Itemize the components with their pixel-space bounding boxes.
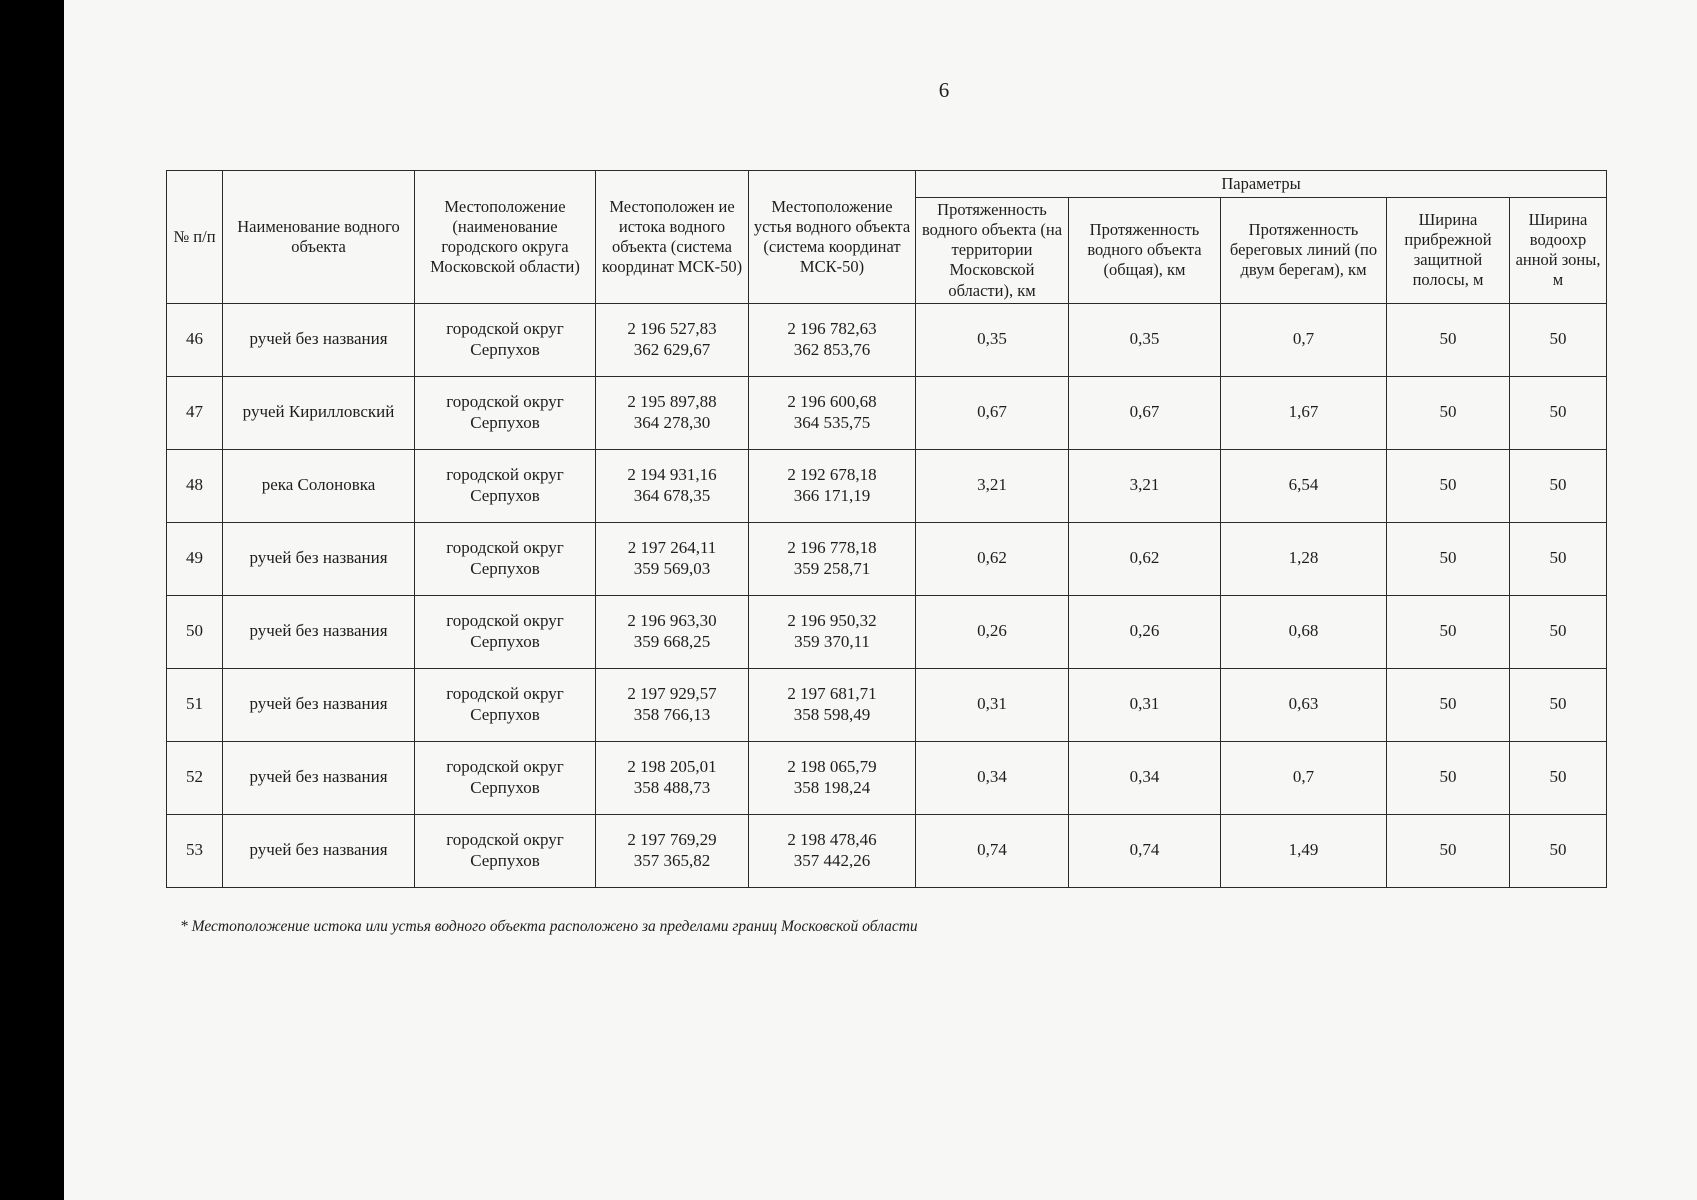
table-header-row [167, 171, 1607, 198]
row-mouth: 2 197 681,71 358 598,49 [749, 668, 916, 741]
row-length-total: 0,62 [1069, 522, 1221, 595]
row-protection-width: 50 [1510, 668, 1607, 741]
row-num: 52 [167, 741, 223, 814]
row-length-region: 0,74 [916, 814, 1069, 887]
row-num: 47 [167, 376, 223, 449]
row-shore-length: 0,7 [1221, 741, 1387, 814]
row-coastal-width: 50 [1387, 741, 1510, 814]
row-mouth: 2 198 065,79 358 198,24 [749, 741, 916, 814]
water-objects-table [166, 170, 1607, 888]
row-shore-length: 1,28 [1221, 522, 1387, 595]
row-location: городской округ Серпухов [415, 522, 596, 595]
row-protection-width: 50 [1510, 814, 1607, 887]
row-mouth: 2 196 950,32 359 370,11 [749, 595, 916, 668]
row-mouth: 2 198 478,46 357 442,26 [749, 814, 916, 887]
table-row [167, 522, 1607, 595]
row-mouth: 2 196 778,18 359 258,71 [749, 522, 916, 595]
row-location: городской округ Серпухов [415, 814, 596, 887]
row-length-total: 0,31 [1069, 668, 1221, 741]
table-row [167, 595, 1607, 668]
table-row [167, 741, 1607, 814]
row-source: 2 197 929,57 358 766,13 [596, 668, 749, 741]
row-protection-width: 50 [1510, 522, 1607, 595]
row-length-total: 0,34 [1069, 741, 1221, 814]
row-num: 53 [167, 814, 223, 887]
row-shore-length: 0,7 [1221, 303, 1387, 376]
table-row [167, 449, 1607, 522]
header-length-region: Протяженность водного объекта (на территории Московской области), км [916, 198, 1069, 304]
row-coastal-width: 50 [1387, 522, 1510, 595]
row-mouth: 2 196 600,68 364 535,75 [749, 376, 916, 449]
row-name: ручей без названия [223, 741, 415, 814]
header-source: Местоположен ие истока водного объекта (система координат МСК-50) [596, 171, 749, 304]
row-length-total: 3,21 [1069, 449, 1221, 522]
table-row [167, 303, 1607, 376]
row-shore-length: 6,54 [1221, 449, 1387, 522]
row-name: ручей Кирилловский [223, 376, 415, 449]
header-mouth: Местоположение устья водного объекта (система координат МСК-50) [749, 171, 916, 304]
row-name: ручей без названия [223, 522, 415, 595]
row-coastal-width: 50 [1387, 814, 1510, 887]
row-protection-width: 50 [1510, 741, 1607, 814]
row-mouth: 2 196 782,63 362 853,76 [749, 303, 916, 376]
row-num: 49 [167, 522, 223, 595]
row-length-region: 0,35 [916, 303, 1069, 376]
header-length-total: Протяженность водного объекта (общая), км [1069, 198, 1221, 304]
header-name: Наименование водного объекта [223, 171, 415, 304]
row-shore-length: 0,63 [1221, 668, 1387, 741]
row-name: ручей без названия [223, 814, 415, 887]
row-coastal-width: 50 [1387, 449, 1510, 522]
header-params-group: Параметры [916, 171, 1607, 198]
row-location: городской округ Серпухов [415, 303, 596, 376]
row-length-region: 0,26 [916, 595, 1069, 668]
row-source: 2 194 931,16 364 678,35 [596, 449, 749, 522]
table-row [167, 814, 1607, 887]
row-num: 48 [167, 449, 223, 522]
footnote: * Местоположение истока или устья водного объекта расположено за пределами границ Московской области [180, 918, 918, 935]
row-location: городской округ Серпухов [415, 376, 596, 449]
row-shore-length: 1,67 [1221, 376, 1387, 449]
row-num: 50 [167, 595, 223, 668]
row-location: городской округ Серпухов [415, 668, 596, 741]
row-source: 2 195 897,88 364 278,30 [596, 376, 749, 449]
row-length-total: 0,74 [1069, 814, 1221, 887]
row-source: 2 197 769,29 357 365,82 [596, 814, 749, 887]
page-number: 6 [938, 78, 950, 102]
table-row [167, 376, 1607, 449]
row-shore-length: 0,68 [1221, 595, 1387, 668]
header-shore-length: Протяженность береговых линий (по двум берегам), км [1221, 198, 1387, 304]
row-protection-width: 50 [1510, 595, 1607, 668]
row-shore-length: 1,49 [1221, 814, 1387, 887]
scan-left-edge [0, 0, 64, 1200]
row-location: городской округ Серпухов [415, 449, 596, 522]
row-name: ручей без названия [223, 303, 415, 376]
row-name: река Солоновка [223, 449, 415, 522]
row-source: 2 198 205,01 358 488,73 [596, 741, 749, 814]
row-protection-width: 50 [1510, 303, 1607, 376]
row-name: ручей без названия [223, 668, 415, 741]
row-length-total: 0,26 [1069, 595, 1221, 668]
header-coastal-width: Ширина прибрежной защитной полосы, м [1387, 198, 1510, 304]
row-coastal-width: 50 [1387, 303, 1510, 376]
row-protection-width: 50 [1510, 449, 1607, 522]
row-source: 2 197 264,11 359 569,03 [596, 522, 749, 595]
row-location: городской округ Серпухов [415, 741, 596, 814]
row-coastal-width: 50 [1387, 668, 1510, 741]
row-num: 51 [167, 668, 223, 741]
row-coastal-width: 50 [1387, 595, 1510, 668]
row-length-region: 0,34 [916, 741, 1069, 814]
table-row [167, 668, 1607, 741]
row-length-region: 0,31 [916, 668, 1069, 741]
row-source: 2 196 963,30 359 668,25 [596, 595, 749, 668]
header-num: № п/п [167, 171, 223, 304]
row-length-region: 0,62 [916, 522, 1069, 595]
header-protection-width: Ширина водоохр анной зоны, м [1510, 198, 1607, 304]
header-location: Местоположение (наименование городского округа Московской области) [415, 171, 596, 304]
row-num: 46 [167, 303, 223, 376]
row-length-region: 3,21 [916, 449, 1069, 522]
row-protection-width: 50 [1510, 376, 1607, 449]
row-coastal-width: 50 [1387, 376, 1510, 449]
row-source: 2 196 527,83 362 629,67 [596, 303, 749, 376]
row-length-region: 0,67 [916, 376, 1069, 449]
row-name: ручей без названия [223, 595, 415, 668]
row-length-total: 0,67 [1069, 376, 1221, 449]
row-location: городской округ Серпухов [415, 595, 596, 668]
row-mouth: 2 192 678,18 366 171,19 [749, 449, 916, 522]
row-length-total: 0,35 [1069, 303, 1221, 376]
